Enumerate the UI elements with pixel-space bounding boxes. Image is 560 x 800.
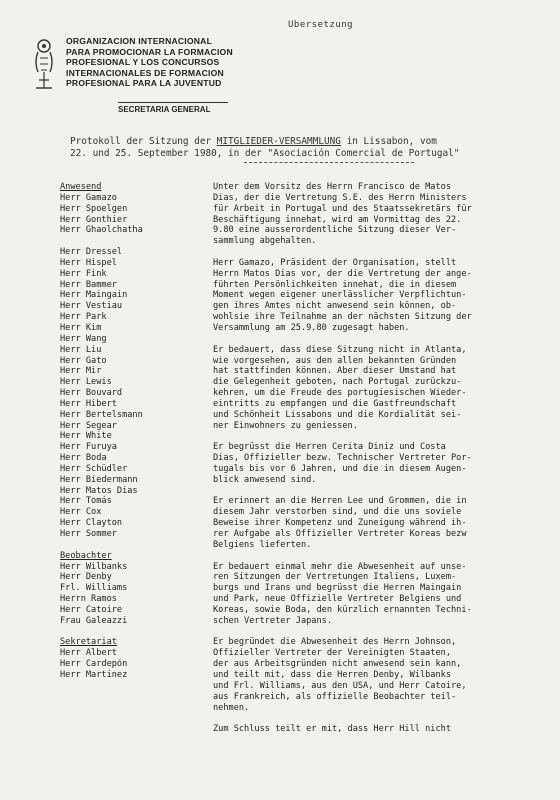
org-line: ORGANIZACION INTERNACIONAL <box>66 36 213 46</box>
paragraph-line: führten Persönlichkeiten innehat, die in diesem <box>213 279 457 290</box>
paragraph-line: Offizieller Vertreter der Vereinigten Staaten, <box>213 648 451 659</box>
minutes-paragraph <box>213 496 558 550</box>
minutes-paragraph <box>213 724 558 735</box>
attendee-name: Herr Cardepón <box>60 659 128 670</box>
paragraph-line: Beweise ihrer Kompetenz und Zuneigung während ih- <box>213 518 467 529</box>
attendee-name: Herr Bouvard <box>60 388 123 399</box>
attendee-name: Herr Clayton <box>60 518 123 529</box>
attendee-name: Herr Catoire <box>60 604 123 615</box>
paragraph-line: aus Frankreich, als offizielle Beobachter teil- <box>213 691 457 702</box>
attendee-name: Herr Furuya <box>60 442 117 453</box>
paragraph-line: Er bedauert, dass diese Sitzung nicht in Atlanta, <box>213 344 467 355</box>
organization-name <box>66 36 233 89</box>
attendee-name: Herr Matos Dias <box>60 485 138 496</box>
attendee-list <box>60 182 210 681</box>
paragraph-line: und Park, neue Offizielle Vertreter Belgiens und <box>213 594 462 605</box>
attendee-name: Herrn Ramos <box>60 594 117 605</box>
paragraph-line: kehren, um die Freude des portugiesischen Wieder- <box>213 388 467 399</box>
minutes-paragraph <box>213 442 558 485</box>
attendee-name: Herr Boda <box>60 453 107 464</box>
attendee-name: Herr Denby <box>60 572 112 583</box>
paragraph-line: Moment wegen eigener unerlässlicher Verpflichtun- <box>213 290 467 301</box>
paragraph-line: für Arbeit in Portugal und des Staatssekretärs für <box>213 203 472 214</box>
minutes-paragraph <box>213 345 558 432</box>
paragraph-line: Versammlung am 25.9.80 zugesagt haben. <box>213 322 410 333</box>
attendee-name: Herr Bammer <box>60 279 117 290</box>
paragraph-line: Dias, Offizieller bezw. Technischer Vertreter Por- <box>213 453 472 464</box>
title-suffix: in Lissabon, vom <box>340 136 437 147</box>
attendee-name: Herr Schüdler <box>60 463 128 474</box>
attendee-name: Herr Ghaolchatha <box>60 225 143 236</box>
list-gap <box>60 236 210 247</box>
attendee-name: Herr Gamazo <box>60 192 117 203</box>
list-gap <box>60 627 210 638</box>
minutes-paragraph <box>213 182 558 247</box>
minutes-paragraph <box>213 562 558 627</box>
paragraph-line: rer Aufgabe als Offizieller Vertreter Koreas bezw <box>213 529 467 539</box>
attendee-name: Herr Segear <box>60 420 117 431</box>
paragraph-line: und Frl. Williams, aus den USA, und Herr Catoire, <box>213 680 467 691</box>
attendee-name: Herr Cox <box>60 507 102 518</box>
paragraph-line: Er erinnert an die Herren Lee und Grommen, die in <box>213 496 467 507</box>
paragraph-line: wie vorgesehen, aus den allen bekannten Gründen <box>213 355 457 366</box>
paragraph-line: ner Einwohners zu geniessen. <box>213 420 358 431</box>
attendee-name: Herr Dressel <box>60 247 123 258</box>
paragraph-line: Koreas, sowie Boda, den kürzlich ernannten Techni- <box>213 604 472 615</box>
attendee-name: Herr Wilbanks <box>60 561 128 572</box>
paragraph-line: Zum Schluss teilt er mit, dass Herr Hill nicht <box>213 724 451 735</box>
org-line: PROFESIONAL PARA LA JUVENTUD <box>66 78 222 89</box>
list-gap <box>60 540 210 551</box>
minutes-paragraph <box>213 637 558 713</box>
paragraph-line: eintritts zu empfangen und die Gastfreundschaft <box>213 398 457 409</box>
section-heading: Sekretariat <box>60 637 117 648</box>
paragraph-line: schen Vertreter Japans. <box>213 615 332 626</box>
paragraph-line: blick anwesend sind. <box>213 474 317 485</box>
attendee-name: Frl. Williams <box>60 583 128 594</box>
attendee-name: Herr Hispel <box>60 257 117 268</box>
secretaria-label: SECRETARIA GENERAL <box>118 102 228 114</box>
attendee-name: Herr Biedermann <box>60 474 138 485</box>
title-line-2: 22. und 25. September 1980, in der "Asociación Comercial de Portugal" <box>70 147 460 159</box>
protocol-title <box>70 136 550 159</box>
attendee-name: Herr Spoelgen <box>60 203 128 214</box>
paragraph-line: Dias, der die Vertretung S.E. des Herrn Ministers <box>213 192 467 203</box>
attendee-name: Herr Maingain <box>60 290 128 301</box>
attendee-name: Herr White <box>60 431 112 442</box>
attendee-name: Herr Fink <box>60 268 107 279</box>
org-line: PROFESIONAL Y LOS CONCURSOS <box>66 57 220 68</box>
minutes-paragraph <box>213 258 558 334</box>
paragraph-line: ren Sitzungen der Vertretungen Italiens, Luxem- <box>213 572 457 583</box>
attendee-name: Herr Gato <box>60 355 107 366</box>
paragraph-line: tugals bis vor 6 Jahren, und die in diesem Augen- <box>213 463 467 474</box>
paragraph-line: Herr Gamazo, Präsident der Organisation, stellt <box>213 257 457 268</box>
paragraph-line: 9.80 eine ausserordentliche Sitzung dieser Ver- <box>213 225 457 236</box>
attendee-name: Herr Lewis <box>60 377 112 388</box>
paragraph-line: Herrn Matos Dias vor, der die Vertretung der ange- <box>213 268 472 279</box>
org-line: INTERNACIONALES DE FORMACION <box>66 67 224 78</box>
attendee-name: Herr Gonthier <box>60 214 128 225</box>
paragraph-line: wohlsie ihre Teilnahme an der nächsten Sitzung der <box>213 312 472 323</box>
paragraph-line: diesem Jahr verstorben sind, und die uns soviele <box>213 507 462 518</box>
organization-logo-icon <box>30 36 58 96</box>
attendee-name: Herr Bertelsmann <box>60 409 143 420</box>
attendee-name: Herr Martinez <box>60 669 128 680</box>
title-prefix: Protokoll der Sitzung der <box>70 136 217 147</box>
paragraph-line: sammlung abgehalten. <box>213 236 317 247</box>
paragraph-line: Er begründet die Abwesenheit des Herrn Johnson, <box>213 637 457 648</box>
attendee-name: Herr Albert <box>60 648 117 659</box>
attendee-name: Herr Liu <box>60 344 102 355</box>
attendee-name: Herr Hibert <box>60 398 117 409</box>
title-underlined: MITGLIEDER-VERSAMMLUNG <box>216 136 341 147</box>
paragraph-line: burgs und Irans und begrüsst die Herren Maingain <box>213 583 462 594</box>
attendee-name: Herr Park <box>60 312 107 323</box>
paragraph-line: gen ihres Amtes nicht anwesend sein können, ob- <box>213 301 457 312</box>
paragraph-line: Unter dem Vorsitz des Herrn Francisco de Matos <box>213 182 451 192</box>
attendee-name: Herr Wang <box>60 333 107 344</box>
paragraph-line: und teilt mit, dass die Herren Denby, Wilbanks <box>213 669 451 680</box>
paragraph-line: und Schönheit Lissabons und die Kordialität sei- <box>213 409 462 420</box>
attendee-name: Herr Vestiau <box>60 301 123 312</box>
attendee-name: Herr Tomás <box>60 496 112 507</box>
paragraph-line: nehmen. <box>213 702 250 713</box>
translation-stamp: Ubersetzung <box>288 20 354 30</box>
attendee-name: Herr Sommer <box>60 529 117 539</box>
attendee-name: Frau Galeazzi <box>60 615 128 626</box>
attendee-name: Herr Mir <box>60 366 102 377</box>
paragraph-line: Er bedauert einmal mehr die Abwesenheit auf unse- <box>213 561 467 572</box>
paragraph-line: Er begrüsst die Herren Cerita Diniz und Costa <box>213 442 446 453</box>
attendee-name: Herr Kim <box>60 322 102 333</box>
paragraph-line: hat stattfinden können. Aber dieser Umstand hat <box>213 366 457 377</box>
section-heading: Beobachter <box>60 550 112 561</box>
minutes-body <box>213 182 558 746</box>
paragraph-line: Beschäftigung innehat, wird am Vormittag des 22. <box>213 214 462 225</box>
paragraph-line: Belgiens lieferten. <box>213 539 312 550</box>
section-heading: Anwesend <box>60 182 102 192</box>
title-divider <box>244 162 414 163</box>
paragraph-line: der aus Arbeitsgründen nicht anwesend sein kann, <box>213 659 462 670</box>
paragraph-line: die Gelegenheit geboten, nach Portugal zurückzu- <box>213 377 462 388</box>
org-line: PARA PROMOCIONAR LA FORMACION <box>66 46 233 57</box>
